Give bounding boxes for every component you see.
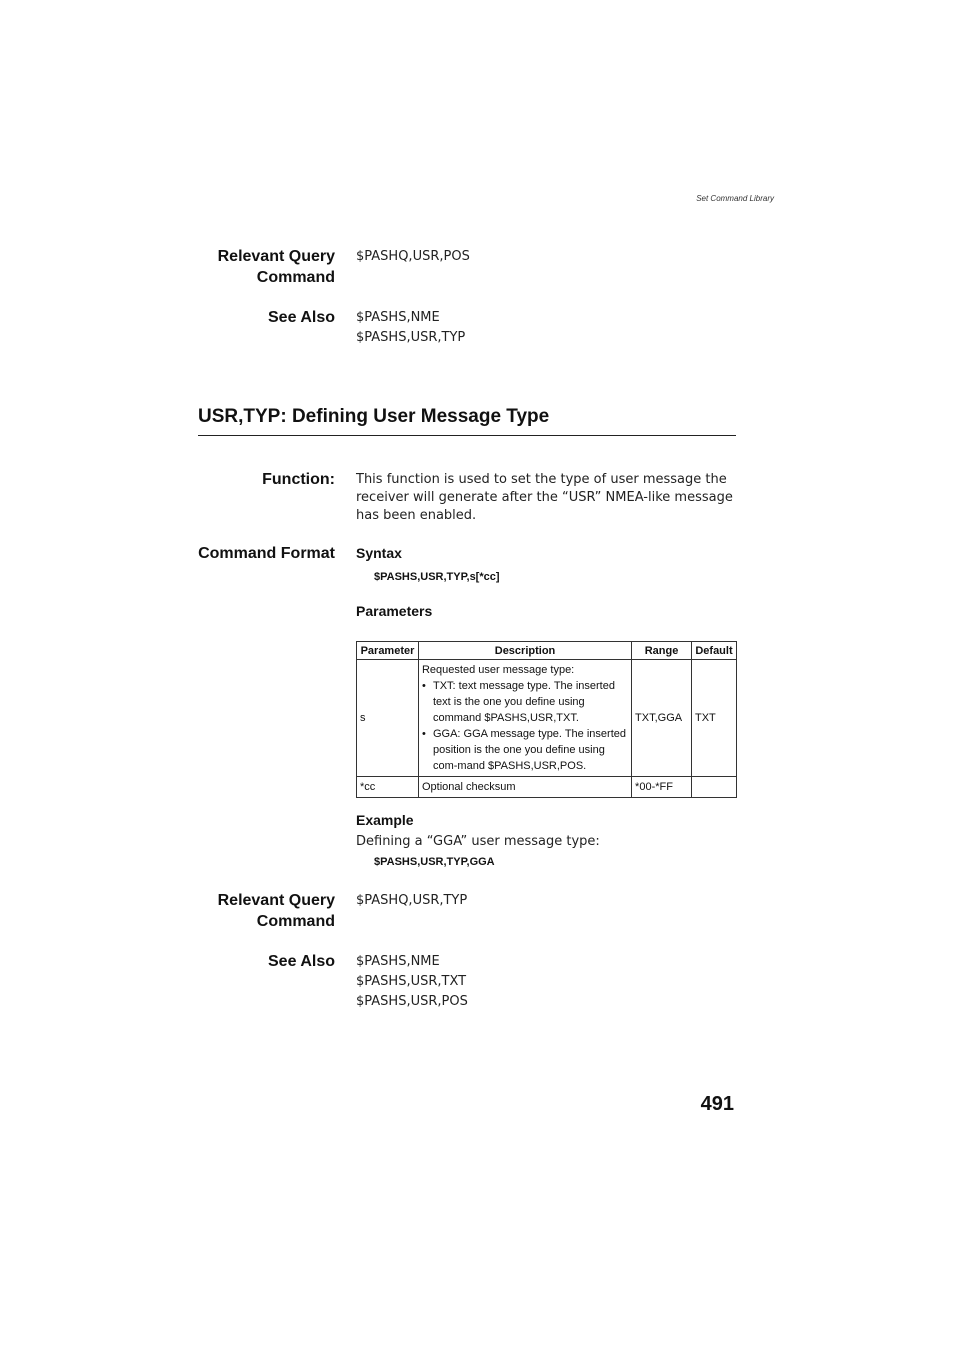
cell-parameter: s xyxy=(357,660,419,777)
example-code: $PASHS,USR,TYP,GGA xyxy=(374,856,495,868)
relevant-query-label-line1: Relevant Query xyxy=(217,892,335,909)
see-also-item[interactable]: $PASHS,USR,TYP xyxy=(356,330,466,345)
relevant-query-label-line2: Command xyxy=(256,269,335,286)
header-range: Range xyxy=(632,642,692,660)
see-also-item[interactable]: $PASHS,NME xyxy=(356,954,440,969)
parameters-table xyxy=(356,641,737,798)
see-also-item[interactable]: $PASHS,USR,POS xyxy=(356,994,468,1009)
relevant-query-label xyxy=(135,890,335,932)
cell-description xyxy=(418,660,631,777)
cell-default: TXT xyxy=(691,660,736,777)
table-row xyxy=(357,660,737,777)
description-bullet: • TXT: text message type. The inserted text is the one you define using command $PASHS,USR,TXT. xyxy=(422,678,628,726)
see-also-label: See Also xyxy=(268,953,335,970)
section-rule xyxy=(198,435,736,436)
description-intro: Optional checksum xyxy=(421,781,516,793)
header-description: Description xyxy=(418,642,631,660)
relevant-query-value: $PASHQ,USR,POS xyxy=(356,249,470,264)
cell-description xyxy=(418,777,631,798)
relevant-query-label-line1: Relevant Query xyxy=(217,248,335,265)
relevant-query-label-line2: Command xyxy=(256,913,335,930)
table-header-row xyxy=(357,642,737,660)
cell-default xyxy=(691,777,736,798)
header-parameter: Parameter xyxy=(357,642,419,660)
section-title: USR,TYP: Defining User Message Type xyxy=(198,406,550,427)
cell-range: TXT,GGA xyxy=(632,660,692,777)
syntax-code: $PASHS,USR,TYP,s[*cc] xyxy=(374,571,500,583)
see-also-item[interactable]: $PASHS,USR,TXT xyxy=(356,974,467,989)
page-number: 491 xyxy=(700,1093,734,1115)
example-text: Defining a “GGA” user message type: xyxy=(356,834,600,849)
see-also-label: See Also xyxy=(268,309,335,326)
relevant-query-value: $PASHQ,USR,TYP xyxy=(356,893,468,908)
description-bullets xyxy=(422,678,628,774)
function-text: This function is used to set the type of user message the receiver will generate after the “USR” NMEA-like message has been enabled. xyxy=(356,472,733,523)
see-also-list xyxy=(356,952,468,1012)
header-default: Default xyxy=(691,642,736,660)
description-bullet: • GGA: GGA message type. The inserted position is the one you define using com-mand $PASHS,USR,POS. xyxy=(422,726,628,774)
relevant-query-label xyxy=(135,246,335,288)
command-format-label: Command Format xyxy=(198,545,335,562)
description-intro: Requested user message type: xyxy=(421,664,575,676)
running-head: Set Command Library xyxy=(696,194,774,203)
see-also-item[interactable]: $PASHS,NME xyxy=(356,310,440,325)
example-heading: Example xyxy=(356,812,414,828)
syntax-heading: Syntax xyxy=(356,545,402,561)
cell-parameter: *cc xyxy=(357,777,419,798)
function-label: Function: xyxy=(262,471,335,488)
parameters-heading: Parameters xyxy=(356,603,433,619)
see-also-list xyxy=(356,308,465,348)
cell-range: *00-*FF xyxy=(632,777,692,798)
table-row xyxy=(357,777,737,798)
